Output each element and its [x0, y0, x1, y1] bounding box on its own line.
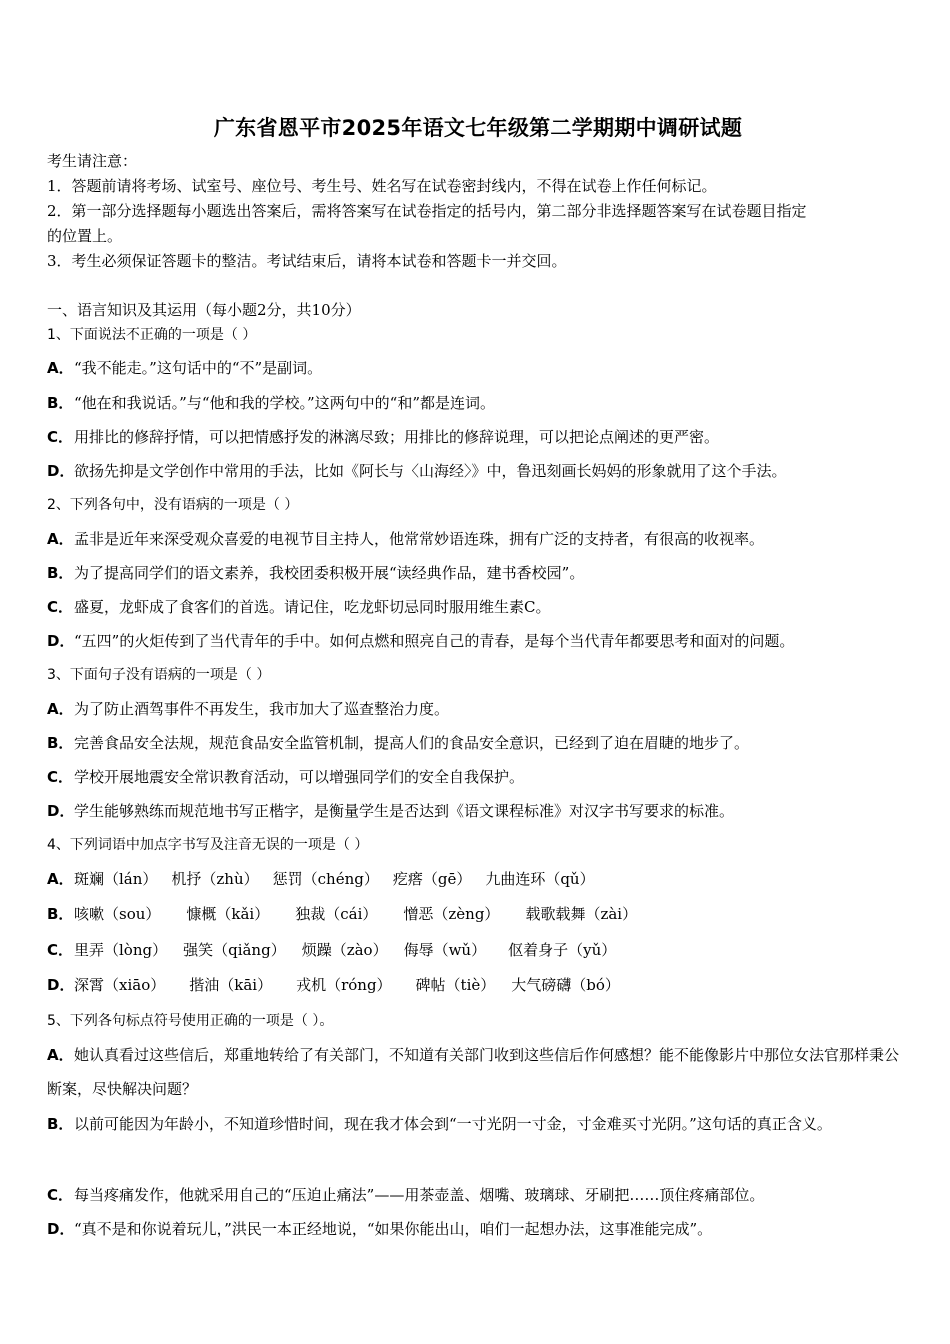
option-letter: B． — [47, 394, 74, 412]
option — [47, 631, 909, 651]
option-text: 她认真看过这些信后，郑重地转给了有关部门，不知道有关部门收到这些信后作何感想？能不能像影片中那位女法官那样秉公断案，尽快解决问题？ — [47, 1046, 900, 1098]
word: 深霄（xiāo） — [74, 976, 166, 994]
notice-item: 的位置上。 — [47, 227, 123, 245]
option — [47, 1185, 909, 1205]
option — [47, 1107, 909, 1141]
word: 强笑（qiǎng） — [183, 941, 286, 959]
question-stem: 4、下列词语中加点字书写及注音无误的一项是（ ） — [47, 837, 369, 853]
option-text: 孟非是近年来深受观众喜爱的电视节目主持人，他常常妙语连珠，拥有广泛的支持者，有很高的收视率。 — [74, 530, 765, 548]
option-letter: C． — [47, 428, 74, 446]
page-title: 广东省恩平市2025年语文七年级第二学期期中调研试题 — [213, 116, 743, 140]
word: 九曲连环（qǔ） — [485, 870, 595, 888]
option-text: “我不能走。”这句话中的“不”是副词。 — [74, 359, 323, 377]
option — [47, 801, 909, 821]
option-text: 学生能够熟练而规范地书写正楷字，是衡量学生是否达到《语文课程标准》对汉字书写要求的标准。 — [74, 802, 735, 820]
option — [47, 358, 909, 378]
word: 揩油（kāi） — [189, 976, 273, 994]
word: 机抒（zhù） — [171, 870, 259, 888]
word: 独裁（cái） — [295, 905, 378, 923]
word: 大气磅礴（bó） — [511, 976, 620, 994]
notice-item: 3．考生必须保证答题卡的整洁。考试结束后，请将本试卷和答题卡一并交回。 — [47, 252, 567, 270]
word: 伛着身子（yǔ） — [508, 941, 617, 959]
question-stem: 5、下列各句标点符号使用正确的一项是（ ）。 — [47, 1013, 334, 1029]
option-text: 以前可能因为年龄小，不知道珍惜时间，现在我才体会到“一寸光阴一寸金，寸金难买寸光阴。”这句话的真正含义。 — [74, 1115, 832, 1133]
option-text: 每当疼痛发作，他就采用自己的“压迫止痛法”——用茶壶盖、烟嘴、玻璃球、牙刷把……顶住疼痛部位。 — [74, 1186, 765, 1204]
option-letter: B． — [47, 905, 74, 923]
word: 侮辱（wǔ） — [403, 941, 487, 959]
word: 碑帖（tiè） — [415, 976, 496, 994]
word: 咳嗽（sou） — [74, 905, 161, 923]
option — [47, 393, 909, 413]
option-letter: A． — [47, 700, 74, 718]
option-letter: A． — [47, 359, 74, 377]
word: 疙瘩（gē） — [392, 870, 472, 888]
question-stem: 1、下面说法不正确的一项是（ ） — [47, 327, 257, 343]
option — [47, 975, 909, 995]
word: 里弄（lòng） — [74, 941, 168, 959]
word: 慷概（kǎi） — [186, 905, 270, 923]
option — [47, 563, 909, 583]
word: 憎恶（zèng） — [403, 905, 500, 923]
option-text: 为了提高同学们的语文素养，我校团委积极开展“读经典作品，建书香校园”。 — [74, 564, 585, 582]
option-letter: A． — [47, 870, 74, 888]
word: 烦躁（zào） — [301, 941, 388, 959]
option-letter: C． — [47, 941, 74, 959]
option — [47, 1038, 909, 1106]
option — [47, 904, 909, 924]
option-letter: C． — [47, 598, 74, 616]
option — [47, 597, 909, 617]
option-letter: A． — [47, 530, 74, 548]
word: 戎机（róng） — [296, 976, 392, 994]
option-letter: D． — [47, 1220, 75, 1238]
question-stem: 2、下列各句中，没有语病的一项是（ ） — [47, 497, 299, 513]
option — [47, 699, 909, 719]
word: 载歌载舞（zài） — [525, 905, 638, 923]
option-text: “五四”的火炬传到了当代青年的手中。如何点燃和照亮自己的青春，是每个当代青年都要思考和面对的问题。 — [74, 632, 795, 650]
option-letter: A． — [47, 1046, 74, 1064]
notice-heading: 考生请注意： — [47, 152, 138, 170]
option-letter: B． — [47, 1115, 74, 1133]
option — [47, 1219, 909, 1239]
option — [47, 869, 909, 889]
option-letter: D． — [47, 462, 75, 480]
option-letter: C． — [47, 768, 74, 786]
option-letter: B． — [47, 734, 74, 752]
option-text: 欲扬先抑是文学创作中常用的手法，比如《阿长与〈山海经〉》中，鲁迅刻画长妈妈的形象就用了这个手法。 — [74, 462, 787, 480]
option-letter: B． — [47, 564, 74, 582]
option — [47, 733, 909, 753]
option-letter: D． — [47, 802, 75, 820]
option — [47, 940, 909, 960]
option-letter: D． — [47, 976, 75, 994]
option-text: 学校开展地震安全常识教育活动，可以增强同学们的安全自我保护。 — [74, 768, 525, 786]
option-text: 为了防止酒驾事件不再发生，我市加大了巡查整治力度。 — [74, 700, 450, 718]
option-text: 完善食品安全法规，规范食品安全监管机制，提高人们的食品安全意识，已经到了迫在眉睫的地步了。 — [74, 734, 750, 752]
option — [47, 767, 909, 787]
option-text: “真不是和你说着玩儿，”洪民一本正经地说，“如果你能出山，咱们一起想办法，这事准能完成”。 — [74, 1220, 713, 1238]
option — [47, 529, 909, 549]
option-text: “他在和我说话。”与“他和我的学校。”这两句中的“和”都是连词。 — [74, 394, 496, 412]
notice-item: 1．答题前请将考场、试室号、座位号、考生号、姓名写在试卷密封线内，不得在试卷上作任何标记。 — [47, 177, 717, 195]
word: 斑斓（lán） — [74, 870, 158, 888]
option — [47, 427, 909, 447]
option-text: 用排比的修辞抒情，可以把情感抒发的淋漓尽致；用排比的修辞说理，可以把论点阐述的更严密。 — [74, 428, 720, 446]
question-stem: 3、下面句子没有语病的一项是（ ） — [47, 667, 271, 683]
section-heading: 一、语言知识及其运用（每小题2分，共10分） — [47, 301, 361, 319]
word: 惩罚（chéng） — [272, 870, 379, 888]
option — [47, 461, 909, 481]
option-text: 盛夏，龙虾成了食客们的首选。请记住，吃龙虾切忌同时服用维生素C。 — [74, 598, 551, 616]
notice-item: 2．第一部分选择题每小题选出答案后，需将答案写在试卷指定的括号内，第二部分非选择题答案写在试卷题目指定 — [47, 202, 807, 220]
option-letter: C． — [47, 1186, 74, 1204]
option-letter: D． — [47, 632, 75, 650]
